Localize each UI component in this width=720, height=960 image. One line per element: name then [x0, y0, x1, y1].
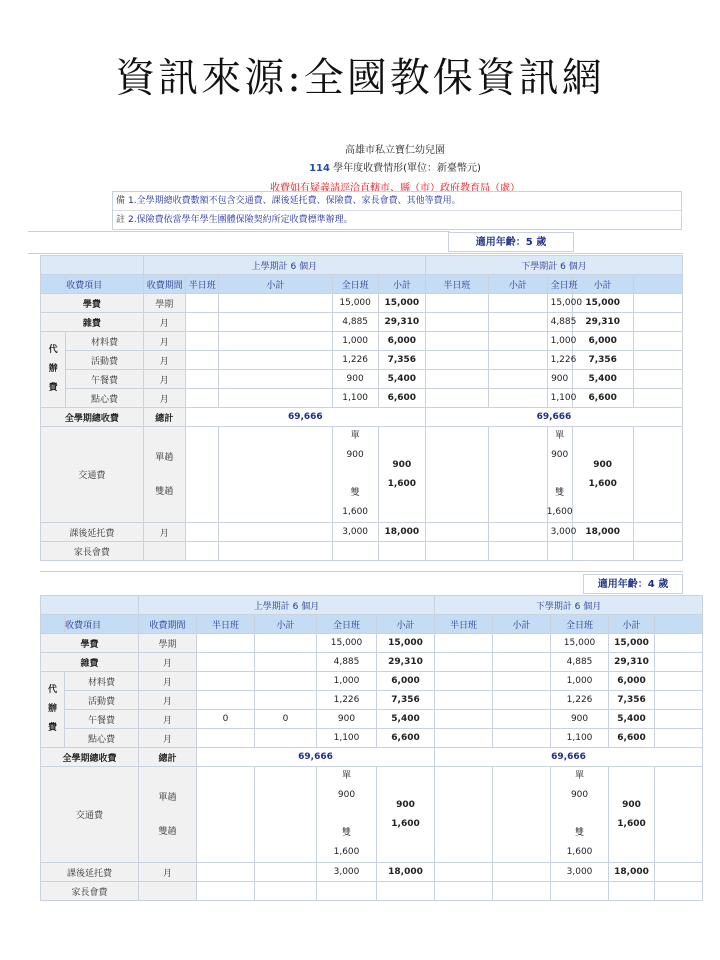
note-text: 1.全學期總收費數額不包含交通費、課後延托費、保險費、家長會費、其他等費用。 — [128, 196, 461, 206]
note-text: 2.保險費依當學年學生團體保險契約所定收費標準辦理。 — [128, 215, 353, 225]
s2-transport-subtotals: 900 1,600 — [572, 427, 633, 523]
s1-half-day-subtotal: 0 — [255, 710, 317, 729]
slide-title: 資訊來源:全國教保資訊網 — [115, 55, 605, 101]
s1-half-day-subtotal — [255, 653, 317, 672]
age-label: 適用年齡：4 歲 — [583, 574, 683, 594]
s2-total-value: 69,666 — [435, 748, 703, 767]
spare-cell — [655, 729, 703, 748]
s1-half-day-subtotal — [255, 634, 317, 653]
s2-full-day-subtotal: 5,400 — [609, 710, 655, 729]
fee-item-label: 材料費 — [66, 332, 144, 351]
s1-full-day-subtotal: 7,356 — [377, 691, 435, 710]
s1-half-day-subtotal — [255, 863, 317, 882]
s2-full-day-value: 15,000 — [551, 634, 609, 653]
transport-single-label: 單趟 — [158, 792, 177, 803]
s1-half-day-subtotal — [219, 389, 332, 408]
col-spare — [655, 615, 703, 634]
s1-half-day-subtotal — [219, 427, 332, 523]
s1-half-day-value — [185, 351, 219, 370]
s2-full-day-value: 1,226 — [551, 691, 609, 710]
col-item-header-spacer — [41, 275, 66, 294]
s2-full-day-value: 1,000 — [547, 332, 572, 351]
first-semester-header: 上學期計 6 個月 — [143, 256, 425, 275]
fee-item-label: 雜費 — [41, 313, 144, 332]
s2-full-day-subtotal: 18,000 — [609, 863, 655, 882]
s2-half-day-value — [425, 351, 488, 370]
parent-fee-row — [41, 542, 683, 561]
fee-period: 學期 — [139, 634, 197, 653]
col-half-header: 半日班 — [425, 275, 488, 294]
s2-full-day-value: 900 — [551, 710, 609, 729]
s1-transport-values: 單 900 雙 1,600 — [332, 427, 378, 523]
transport-item-label: 交通費 — [41, 427, 144, 523]
s2-half-day-value — [425, 313, 488, 332]
blank-header-cell — [41, 596, 139, 615]
spare-cell — [633, 370, 682, 389]
after-school-row — [41, 863, 703, 882]
s1-half-day-value — [197, 729, 255, 748]
s2-half-day-subtotal — [493, 653, 551, 672]
s1-full-day-subtotal: 29,310 — [378, 313, 425, 332]
s1-full-day-subtotal: 7,356 — [378, 351, 425, 370]
s1-full-day-value: 3,000 — [332, 523, 378, 542]
s1-transport-subtotals: 900 1,600 — [377, 767, 435, 863]
s2-half-day-subtotal — [493, 691, 551, 710]
fee-period: 月 — [143, 351, 185, 370]
s1-half-day-subtotal — [219, 313, 332, 332]
after-school-item-label: 課後延托費 — [41, 523, 144, 542]
fee-period: 月 — [143, 370, 185, 389]
s1-full-day-subtotal: 18,000 — [378, 523, 425, 542]
s2-half-day-value — [435, 863, 493, 882]
fee-row — [41, 332, 683, 351]
s1-half-day-subtotal — [219, 351, 332, 370]
s2-half-day-value — [435, 672, 493, 691]
s1-half-day-value — [197, 653, 255, 672]
fee-row — [41, 691, 703, 710]
fee-period: 月 — [143, 332, 185, 351]
spare-cell — [655, 634, 703, 653]
fee-item-label: 雜費 — [41, 653, 139, 672]
inquiry-warning: 收費如有疑義請逕洽直轄市、縣（市）政府教育局（處） — [270, 183, 520, 194]
s1-full-day-value: 900 — [317, 710, 377, 729]
divider-line — [40, 571, 683, 572]
after-school-period: 月 — [143, 523, 185, 542]
s1-half-day-value — [185, 523, 219, 542]
s2-full-day-value: 900 — [547, 370, 572, 389]
s1-half-day-value — [185, 427, 219, 523]
spare-cell — [633, 332, 682, 351]
transport-row — [41, 427, 683, 523]
s1-half-day-subtotal — [219, 294, 332, 313]
col-full-header: 全日班 — [317, 615, 377, 634]
s2-half-day-subtotal — [488, 313, 547, 332]
s2-half-day-value — [435, 729, 493, 748]
total-item-label: 全學期總收費 — [41, 748, 139, 767]
s1-transport-values: 單 900 雙 1,600 — [317, 767, 377, 863]
s2-half-day-value — [435, 710, 493, 729]
note-tag: 備 — [116, 196, 126, 206]
notes-box — [112, 191, 682, 230]
col-subtotal-header: 小計 — [572, 275, 633, 294]
fee-item-label: 學費 — [41, 294, 144, 313]
s2-half-day-value — [425, 370, 488, 389]
s1-full-day-subtotal: 6,000 — [377, 672, 435, 691]
s2-half-day-value — [425, 427, 488, 523]
col-subtotal-header: 小計 — [255, 615, 317, 634]
s1-half-day-value — [185, 294, 219, 313]
transport-row — [41, 767, 703, 863]
s1-full-day-subtotal: 5,400 — [378, 370, 425, 389]
fee-item-label: 學費 — [41, 634, 139, 653]
fee-item-label: 點心費 — [66, 389, 144, 408]
fee-period: 月 — [143, 389, 185, 408]
s2-half-day-value — [435, 691, 493, 710]
spare-cell — [633, 523, 682, 542]
transport-item-label: 交通費 — [41, 767, 139, 863]
s2-half-day-value — [435, 634, 493, 653]
col-half-header: 半日班 — [197, 615, 255, 634]
s2-full-day-subtotal: 5,400 — [572, 370, 633, 389]
col-full-header: 全日班 — [547, 275, 572, 294]
s2-half-day-subtotal — [493, 634, 551, 653]
s2-full-day-subtotal: 18,000 — [572, 523, 633, 542]
col-subtotal-header: 小計 — [378, 275, 425, 294]
col-period-header: 收費期間 — [139, 615, 197, 634]
s2-full-day-value: 4,885 — [551, 653, 609, 672]
blank-header-cell — [41, 256, 144, 275]
column-header-row — [41, 275, 683, 294]
s2-full-day-subtotal: 7,356 — [572, 351, 633, 370]
column-header-row — [41, 615, 703, 634]
fee-period: 學期 — [143, 294, 185, 313]
spare-cell — [633, 294, 682, 313]
s1-full-day-subtotal: 6,000 — [378, 332, 425, 351]
s2-half-day-subtotal — [488, 370, 547, 389]
note-row — [113, 211, 681, 229]
s1-full-day-value: 1,000 — [332, 332, 378, 351]
s2-full-day-subtotal: 6,600 — [609, 729, 655, 748]
fee-item-label: 活動費 — [65, 691, 139, 710]
parent-fee-period — [139, 882, 197, 901]
fee-row — [41, 313, 683, 332]
s2-transport-values: 單 900 雙 1,600 — [547, 427, 572, 523]
s2-full-day-value: 1,100 — [551, 729, 609, 748]
fee-row — [41, 351, 683, 370]
spare-cell — [655, 691, 703, 710]
fee-period: 月 — [139, 691, 197, 710]
s2-half-day-subtotal — [493, 729, 551, 748]
s1-full-day-subtotal: 15,000 — [378, 294, 425, 313]
fee-row — [41, 729, 703, 748]
spare-cell — [633, 351, 682, 370]
s2-half-day-subtotal — [488, 523, 547, 542]
s2-half-day-subtotal — [493, 767, 551, 863]
s2-full-day-value: 3,000 — [547, 523, 572, 542]
s1-half-day-value — [197, 767, 255, 863]
fee-item-label: 午餐費 — [66, 370, 144, 389]
col-subtotal-header: 小計 — [377, 615, 435, 634]
s1-full-day-value: 1,226 — [317, 691, 377, 710]
col-full-header: 全日班 — [332, 275, 378, 294]
transport-single-label: 單趟 — [155, 452, 174, 463]
s1-half-day-value: 0 — [197, 710, 255, 729]
spare-cell — [655, 710, 703, 729]
s2-half-day-value — [425, 389, 488, 408]
s1-full-day-value: 4,885 — [332, 313, 378, 332]
fee-item-label: 材料費 — [65, 672, 139, 691]
s1-half-day-subtotal — [219, 332, 332, 351]
fee-row — [41, 389, 683, 408]
fee-period: 月 — [139, 672, 197, 691]
after-school-row — [41, 523, 683, 542]
transport-double-label: 雙趟 — [155, 486, 174, 497]
col-subtotal-header: 小計 — [493, 615, 551, 634]
s2-full-day-subtotal: 15,000 — [572, 294, 633, 313]
fee-period: 月 — [143, 313, 185, 332]
first-semester-header: 上學期計 6 個月 — [139, 596, 435, 615]
parent-fee-item-label: 家長會費 — [41, 882, 139, 901]
spare-cell — [655, 653, 703, 672]
spare-cell — [655, 767, 703, 863]
s2-full-day-value: 3,000 — [551, 863, 609, 882]
s2-half-day-subtotal — [488, 294, 547, 313]
transport-period — [143, 427, 185, 523]
col-subtotal-header: 小計 — [609, 615, 655, 634]
transport-double-label: 雙趟 — [158, 826, 177, 837]
agency-fee-side-label: 代 辦 費 — [41, 672, 65, 748]
s1-transport-subtotals: 900 1,600 — [378, 427, 425, 523]
s1-half-day-subtotal — [255, 767, 317, 863]
s1-half-day-value — [185, 389, 219, 408]
s2-full-day-value: 1,100 — [547, 389, 572, 408]
fee-item-label: 午餐費 — [65, 710, 139, 729]
s2-half-day-subtotal — [488, 427, 547, 523]
s2-half-day-value — [435, 767, 493, 863]
s1-half-day-subtotal — [255, 672, 317, 691]
parent-fee-row — [41, 882, 703, 901]
s2-full-day-subtotal: 6,000 — [609, 672, 655, 691]
s1-full-day-subtotal: 6,600 — [378, 389, 425, 408]
s2-transport-subtotals: 900 1,600 — [609, 767, 655, 863]
s1-full-day-subtotal: 29,310 — [377, 653, 435, 672]
s2-half-day-subtotal — [488, 351, 547, 370]
after-school-item-label: 課後延托費 — [41, 863, 139, 882]
second-semester-header: 下學期計 6 個月 — [435, 596, 703, 615]
s2-half-day-subtotal — [493, 710, 551, 729]
s1-half-day-value — [197, 672, 255, 691]
spare-cell — [633, 389, 682, 408]
s1-full-day-value: 1,100 — [317, 729, 377, 748]
s1-half-day-subtotal — [255, 729, 317, 748]
col-item-header-spacer — [41, 615, 65, 634]
col-spare — [633, 275, 682, 294]
s1-full-day-value: 1,226 — [332, 351, 378, 370]
col-half-header: 半日班 — [435, 615, 493, 634]
s2-half-day-value — [435, 653, 493, 672]
s1-half-day-value — [197, 691, 255, 710]
s2-full-day-value: 15,000 — [547, 294, 572, 313]
parent-fee-item-label: 家長會費 — [41, 542, 144, 561]
fee-row — [41, 294, 683, 313]
s2-transport-values: 單 900 雙 1,600 — [551, 767, 609, 863]
total-item-label: 全學期總收費 — [41, 408, 144, 427]
semester-total-row — [41, 408, 683, 427]
fee-item-label: 活動費 — [66, 351, 144, 370]
fee-table — [40, 595, 703, 901]
s1-full-day-subtotal: 18,000 — [377, 863, 435, 882]
fee-row — [41, 672, 703, 691]
s1-half-day-value — [185, 370, 219, 389]
s1-half-day-subtotal — [255, 691, 317, 710]
s1-full-day-value: 1,100 — [332, 389, 378, 408]
s2-half-day-subtotal — [493, 863, 551, 882]
divider-line — [28, 253, 683, 254]
s2-full-day-value: 4,885 — [547, 313, 572, 332]
s1-half-day-subtotal — [219, 370, 332, 389]
s1-total-value: 69,666 — [197, 748, 435, 767]
col-full-header: 全日班 — [551, 615, 609, 634]
spare-cell — [633, 313, 682, 332]
agency-fee-side-label: 代 辦 費 — [41, 332, 66, 408]
s2-half-day-subtotal — [488, 332, 547, 351]
col-half-header: 半日班 — [185, 275, 219, 294]
s2-full-day-subtotal: 6,000 — [572, 332, 633, 351]
semester-header-row — [41, 596, 703, 615]
age-label: 適用年齡：5 歲 — [448, 232, 574, 252]
col-subtotal-header: 小計 — [488, 275, 547, 294]
col-item-header: 收費項目 — [65, 615, 139, 634]
s1-full-day-value: 3,000 — [317, 863, 377, 882]
s2-full-day-value: 1,000 — [551, 672, 609, 691]
s2-full-day-subtotal: 15,000 — [609, 634, 655, 653]
school-year-number: 114 — [309, 163, 330, 174]
s2-half-day-value — [425, 523, 488, 542]
fee-row — [41, 634, 703, 653]
s2-half-day-value — [425, 332, 488, 351]
school-year-suffix: 學年度收費情形(單位：新臺幣元) — [333, 163, 481, 174]
after-school-period: 月 — [139, 863, 197, 882]
spare-cell — [633, 427, 682, 523]
s2-full-day-subtotal: 7,356 — [609, 691, 655, 710]
s1-half-day-value — [185, 332, 219, 351]
col-period-header: 收費期間 — [143, 275, 185, 294]
semester-total-row — [41, 748, 703, 767]
fee-row — [41, 653, 703, 672]
fee-item-label: 點心費 — [65, 729, 139, 748]
s2-full-day-value: 1,226 — [547, 351, 572, 370]
s1-half-day-subtotal — [219, 523, 332, 542]
school-name: 高雄市私立寶仁幼兒園 — [345, 145, 445, 156]
s2-full-day-subtotal: 29,310 — [572, 313, 633, 332]
s1-half-day-value — [185, 313, 219, 332]
s1-full-day-value: 1,000 — [317, 672, 377, 691]
col-item-header: 收費項目 — [66, 275, 144, 294]
fee-period: 月 — [139, 729, 197, 748]
s1-half-day-value — [197, 634, 255, 653]
spare-cell — [655, 672, 703, 691]
fee-row — [41, 710, 703, 729]
s1-full-day-value: 900 — [332, 370, 378, 389]
s1-full-day-subtotal: 5,400 — [377, 710, 435, 729]
fee-row — [41, 370, 683, 389]
divider-line — [28, 231, 450, 232]
second-semester-header: 下學期計 6 個月 — [425, 256, 682, 275]
s2-full-day-subtotal: 29,310 — [609, 653, 655, 672]
fee-period: 月 — [139, 710, 197, 729]
s1-full-day-value: 15,000 — [332, 294, 378, 313]
s1-full-day-value: 4,885 — [317, 653, 377, 672]
note-tag: 註 — [116, 215, 126, 225]
note-row — [113, 192, 681, 211]
s2-half-day-subtotal — [488, 389, 547, 408]
fee-period: 月 — [139, 653, 197, 672]
fee-table — [40, 255, 683, 561]
s2-half-day-subtotal — [493, 672, 551, 691]
s2-half-day-value — [425, 294, 488, 313]
transport-period — [139, 767, 197, 863]
col-subtotal-header: 小計 — [219, 275, 332, 294]
school-year-line — [110, 159, 680, 174]
total-label: 總計 — [143, 408, 185, 427]
s1-total-value: 69,666 — [185, 408, 425, 427]
parent-fee-period — [143, 542, 185, 561]
s1-full-day-subtotal: 6,600 — [377, 729, 435, 748]
s1-full-day-subtotal: 15,000 — [377, 634, 435, 653]
total-label: 總計 — [139, 748, 197, 767]
s2-total-value: 69,666 — [425, 408, 682, 427]
s1-full-day-value: 15,000 — [317, 634, 377, 653]
s1-half-day-value — [197, 863, 255, 882]
semester-header-row — [41, 256, 683, 275]
s2-full-day-subtotal: 6,600 — [572, 389, 633, 408]
spare-cell — [655, 863, 703, 882]
